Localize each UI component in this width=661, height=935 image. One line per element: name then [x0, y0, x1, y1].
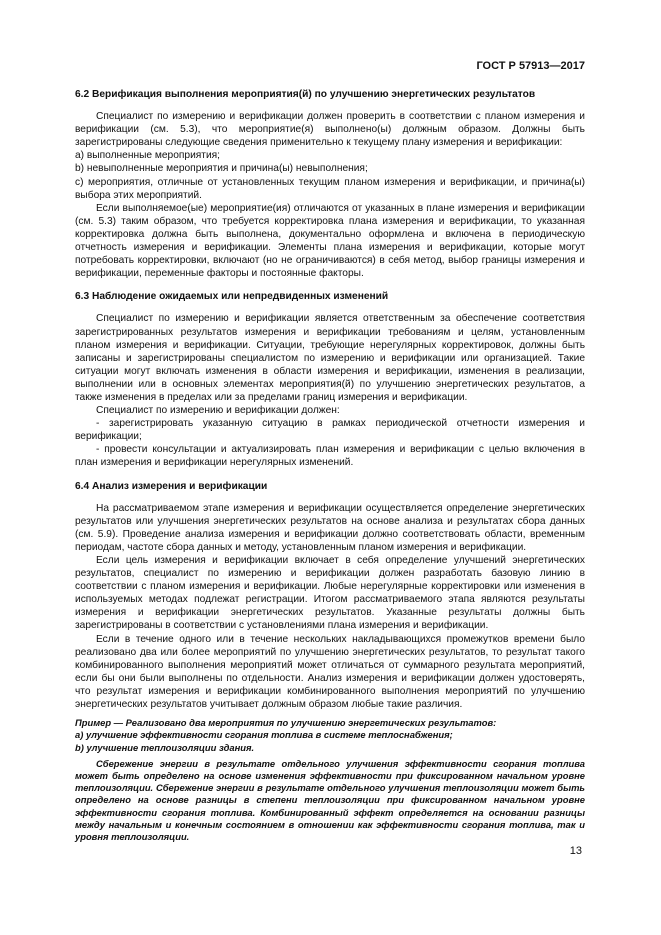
standard-designation: ГОСТ Р 57913—2017 [476, 60, 585, 72]
list-item-text: b) невыполненные мероприятия и причина(ы) невыполнения; [75, 163, 368, 175]
example-paragraph: Сбережение энергии в результате отдельного улучшения эффективности сгорания топлива может быть определено на основе изменения эффективности при фиксированном начальном уровне теплоизоляции. Сбережение энергии в результате отдельного улучшения теплоизоляции может быть определено на основе разницы в степени теплоизоляции при фиксированном начальном уровне эффективности сгорания топлива. Комбинированный эффект определяется на основании разницы между начальным и конечным состоянием в отношении как эффективности сгорания топлива, так и уровня теплоизоляции. [75, 757, 585, 842]
list-item-text: а) выполненные мероприятия; [75, 150, 220, 162]
list-item [75, 162, 585, 175]
paragraph: Если в течение одного или в течение нескольких накладывающихся промежутков времени было реализовано два или более мероприятий по улучшению энергетических результатов, то результат такого комбинированного выполнения мероприятий может отличаться от суммарного результата мероприятий, если бы они были выполнены по отдельности. Анализ измерения и верификации должен удостоверять, что результат измерения и верификации комбинированного выполнения мероприятий по улучшению энергетических результатов учитывает должным образом любые такие различия. [75, 633, 585, 711]
example-block [75, 717, 585, 843]
list-item [75, 149, 585, 162]
paragraph: Если выполняемое(ые) мероприятие(ия) отличаются от указанных в плане измерения и верификации (см. 5.3) таким образом, что требуется корректировка плана измерения и верификации, то указанная корректировка должна быть выполнена, документально оформлена и включена в периодическую отчетность измерения и верификации. Элементы плана измерения и верификации, которые могут потребовать корректировки, включают (но не ограничиваются) в себя метод, выбор границы измерения и верификации, переменные факторы и постоянные факторы. [75, 202, 585, 280]
example-item: b) улучшение теплоизоляции здания. [75, 741, 255, 753]
list-item: с) мероприятия, отличные от установленных текущим планом измерения и верификации, и причина(ы) выбора этих мероприятий. [75, 176, 585, 201]
paragraph: Если цель измерения и верификации включает в себя определение улучшений энергетических результатов, специалист по измерению и верификации должен разработать базовую линию в соответствии с планом измерения и верификации. Любые нерегулярные корректировки или изменения в используемых методах подлежат регистрации. Итогом рассматриваемого этапа являются результаты измерения и верификации энергетических результатов. Указанные результаты должны быть зарегистрированы в соответствии с установлениями плана измерения и верификации. [75, 555, 585, 632]
list-item: - зарегистрировать указанную ситуацию в рамках периодической отчетности измерения и верификации; [75, 418, 585, 443]
page-number: 13 [569, 845, 582, 857]
example-item: а) улучшение эффективности сгорания топлива в системе теплоснабжения; [75, 729, 453, 741]
section-heading-6-4: 6.4 Анализ измерения и верификации [75, 480, 268, 492]
list-item: - провести консультации и актуализировать план измерения и верификации с целью включения в план измерения и верификации нерегулярных изменений. [75, 444, 585, 469]
example-intro: Пример — Реализовано два мероприятия по улучшению энергетических результатов: [75, 717, 497, 729]
paragraph: Специалист по измерению и верификации является ответственным за обеспечение соответствия зарегистрированных результатов измерения и верификации требованиям и целям, установленным планом измерения и верификации. Ситуации, требующие нерегулярных корректировок, должны быть записаны и зарегистрированы специалистом по измерению и верификации или организацией. Такие ситуации могут включать изменения в области измерения и верификации, изменения в реализации, выполнении или в основных элементах мероприятия(й) по улучшению энергетических результатов, а также изменения в пределах или за пределами границ измерения и верификации. [75, 313, 585, 403]
paragraph: Специалист по измерению и верификации должен проверить в соответствии с планом измерения и верификации (см. 5.3), что мероприятие(я) выполнено(ы) должным образом. Должны быть зарегистрированы следующие сведения применительно к текущему плану измерения и верификации: [75, 111, 585, 149]
section-heading-6-3: 6.3 Наблюдение ожидаемых или непредвиденных изменений [75, 291, 389, 303]
paragraph: На рассматриваемом этапе измерения и верификации осуществляется определение энергетических результатов или улучшения энергетических результатов на основе анализа и результатах сбора данных (см. 5.9). Проведение анализа измерения и верификации должно соответствовать области, временным периодам, частоте сбора данных и методу, установленным планом измерения и верификации. [75, 502, 585, 553]
paragraph: Специалист по измерению и верификации должен: [96, 405, 340, 417]
section-heading-6-2: 6.2 Верификация выполнения мероприятия(й) по улучшению энергетических результатов [75, 89, 536, 100]
document-body [75, 88, 585, 843]
